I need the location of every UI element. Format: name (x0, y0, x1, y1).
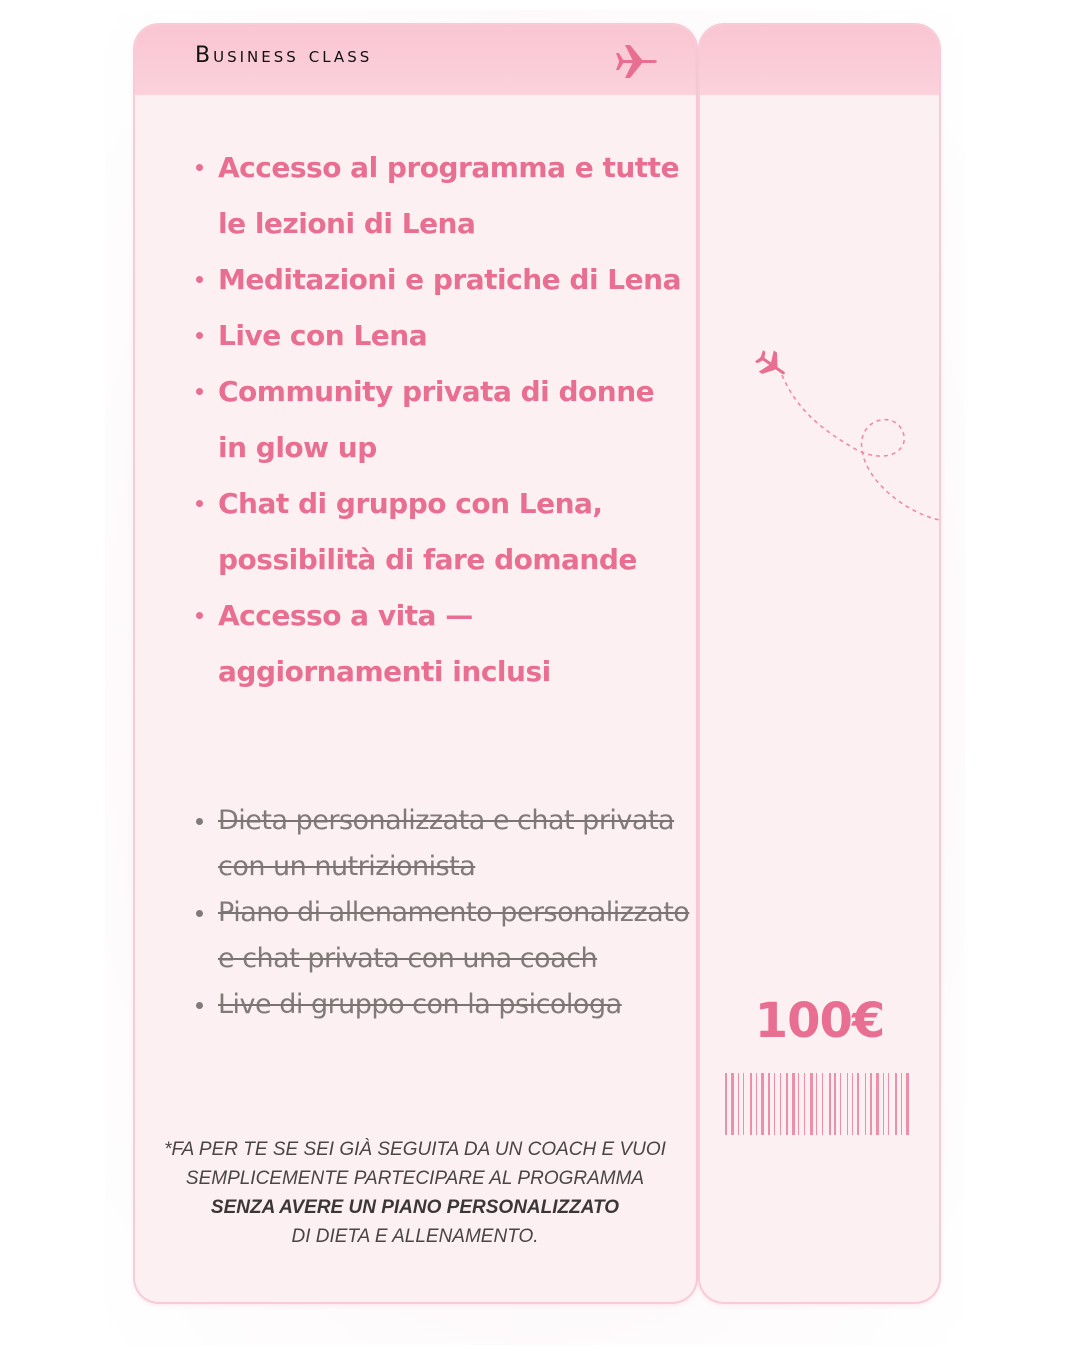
airplane-icon (615, 41, 659, 81)
barcode-bar (901, 1073, 902, 1135)
barcode-bar (738, 1073, 739, 1135)
barcode-bar (725, 1073, 727, 1135)
barcode-bar (870, 1073, 872, 1135)
barcode-bar (816, 1073, 817, 1135)
excluded-feature-item: Piano di allenamento personalizzato e chat privata con una coach (190, 890, 690, 982)
note-line-1: *FA PER TE SE SEI GIÀ SEGUITA DA UN COACH E VUOI SEMPLICEMENTE PARTECIPARE AL PROGRAMMA (164, 1139, 666, 1189)
barcode-bar (876, 1073, 879, 1135)
feature-item: Meditazioni e pratiche di Lena (190, 252, 690, 308)
airplane-icon (752, 345, 792, 384)
barcode-bar (834, 1073, 836, 1135)
barcode-bar (906, 1073, 909, 1135)
excluded-feature-item: Dieta personalizzata e chat privata con un nutrizionista (190, 798, 690, 890)
barcode (725, 1073, 915, 1135)
feature-item: Chat di gruppo con Lena, possibilità di fare domande (190, 476, 690, 588)
barcode-bar (786, 1073, 788, 1135)
stub-header-band (700, 25, 939, 95)
disclaimer-note (155, 1135, 675, 1251)
barcode-bar (895, 1073, 897, 1135)
barcode-bar (840, 1073, 841, 1135)
included-features-list (190, 140, 690, 700)
barcode-bar (756, 1073, 757, 1135)
barcode-bar (768, 1073, 770, 1135)
barcode-bar (780, 1073, 781, 1135)
barcode-bar (810, 1073, 813, 1135)
excluded-features-list (190, 798, 690, 1028)
barcode-bar (829, 1073, 831, 1135)
barcode-bar (883, 1073, 884, 1135)
ticket-stub (700, 25, 939, 1302)
feature-item: Live con Lena (190, 308, 690, 364)
class-title: Business class (195, 43, 373, 68)
barcode-bar (822, 1073, 823, 1135)
barcode-bar (792, 1073, 795, 1135)
barcode-bar (857, 1073, 859, 1135)
barcode-bar (750, 1073, 752, 1135)
barcode-bar (761, 1073, 764, 1135)
ticket-main (135, 25, 696, 1302)
feature-item: Accesso a vita — aggiornamenti inclusi (190, 588, 690, 700)
barcode-bar (743, 1073, 744, 1135)
barcode-bar (804, 1073, 805, 1135)
feature-item: Accesso al programma e tutte le lezioni di Lena (190, 140, 690, 252)
excluded-feature-item: Live di gruppo con la psicologa (190, 982, 690, 1028)
price: 100€ (754, 993, 885, 1049)
barcode-bar (852, 1073, 853, 1135)
note-bold: SENZA AVERE UN PIANO PERSONALIZZATO (210, 1197, 620, 1218)
feature-item: Community privata di donne in glow up (190, 364, 690, 476)
flight-path-illustration (752, 335, 939, 535)
barcode-bar (865, 1073, 866, 1135)
barcode-bar (774, 1073, 775, 1135)
barcode-bar (888, 1073, 889, 1135)
ticket-header-band (135, 25, 696, 95)
barcode-bar (847, 1073, 848, 1135)
barcode-bar (798, 1073, 799, 1135)
note-line-2: DI DIETA E ALLENAMENTO. (291, 1226, 539, 1247)
barcode-bar (731, 1073, 734, 1135)
